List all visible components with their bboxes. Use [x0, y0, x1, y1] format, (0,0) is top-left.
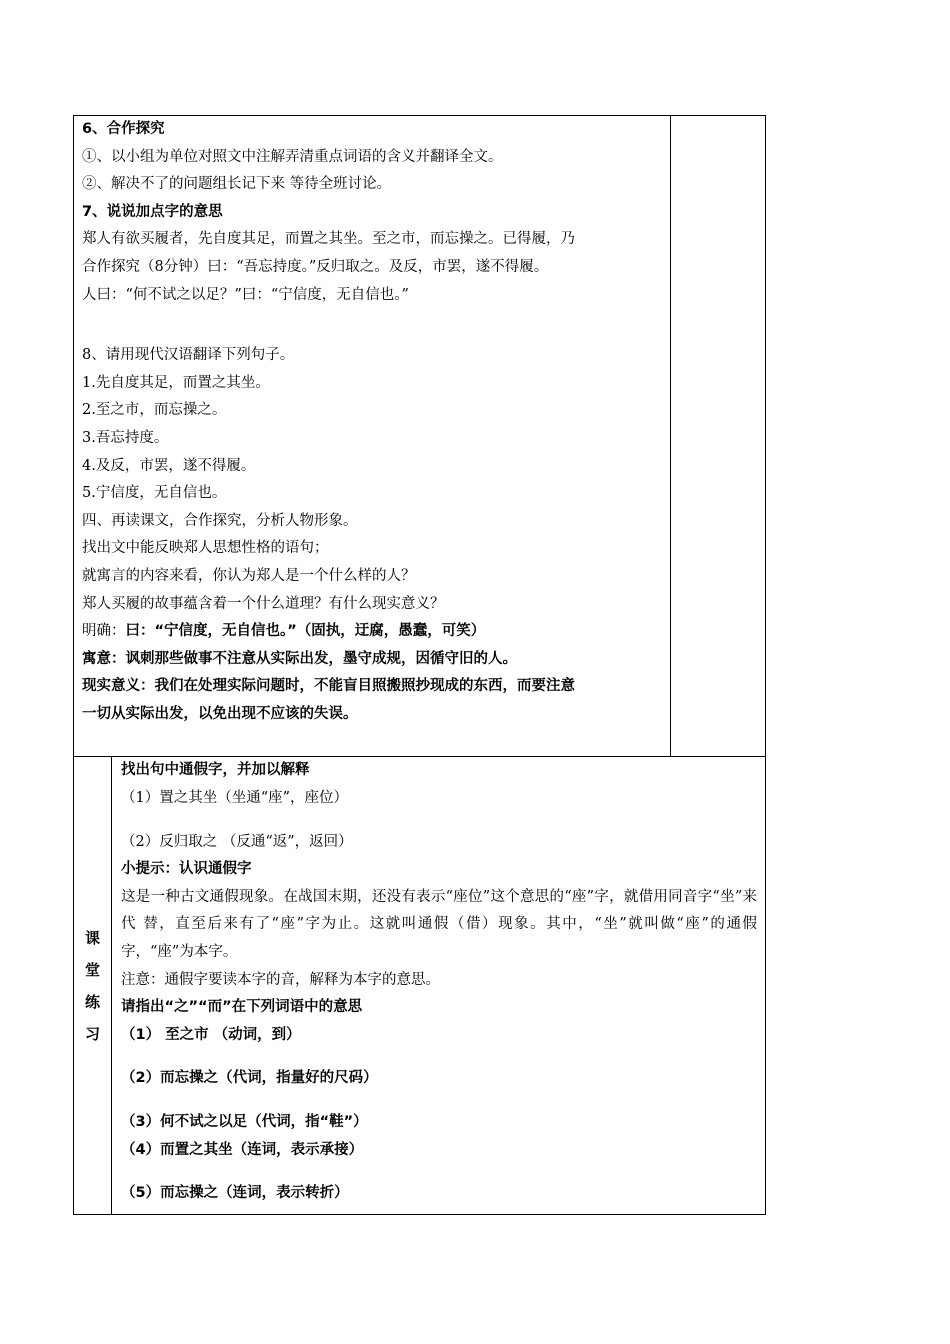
question-line: 找出文中能反映郑人思想性格的语句；: [82, 540, 329, 557]
content-cell-2: [112, 757, 766, 1214]
tip-paragraph: 这是一种古文通假现象。在战国末期，还没有表示“座位”这个意思的“座”字，就借用同音字“坐”来代 替，直至后来有了“座”字为止。这就叫通假（借）现象。其中，“坐”就叫做“座”的通假字，“座”为本字。: [121, 888, 757, 961]
lesson-table: [73, 115, 766, 1215]
heading-7: 7、说说加点字的意思: [82, 203, 223, 220]
practice-heading-1: 找出句中通假字，并加以解释: [121, 762, 310, 779]
meaning-item-1: （1） 至之市 （动词，到）: [121, 1026, 301, 1043]
row-cooperative-inquiry: [74, 116, 766, 757]
meaning-item-3: （3）何不试之以足（代词，指“鞋”）: [121, 1114, 368, 1130]
meaning-item-2: （2）而忘操之（代词，指量好的尺码）: [121, 1070, 378, 1087]
significance-line: 一切从实际出发，以免出现不应该的失误。: [82, 705, 358, 722]
answer-text: 曰：“宁信度，无自信也。”（固执，迂腐，愚蠢，可笑）: [125, 623, 486, 640]
content-cell-1: [74, 116, 671, 757]
practice-heading-2: 请指出“之”“而”在下列词语中的意思: [121, 999, 363, 1016]
practice-item: （2）反归取之 （反通“返”，返回）: [121, 833, 353, 850]
sentence-5: 5.宁信度，无自信也。: [82, 485, 227, 502]
row-class-practice: [74, 757, 766, 1214]
answer-line: [82, 618, 664, 646]
meaning-item-5: （5）而忘操之（连词，表示转折）: [121, 1185, 349, 1202]
practice-item: （1）置之其坐（坐通“座”，座位）: [121, 790, 349, 807]
passage-line: 合作探究（8分钟）曰：“吾忘持度。”反归取之。及反，市罢，遂不得履。: [82, 258, 549, 275]
tip-heading: 小提示：认识通假字: [121, 861, 252, 878]
passage-line: 郑人有欲买履者，先自度其足，而置之其坐。至之市，而忘操之。已得履，乃: [82, 231, 575, 248]
sentence-1: 1.先自度其足，而置之其坐。: [82, 374, 270, 391]
sentence-3: 3.吾忘持度。: [82, 429, 169, 446]
significance-line: 现实意义：我们在处理实际问题时，不能盲目照搬照抄现成的东西，而要注意: [82, 678, 575, 695]
text-line: ②、解决不了的问题组长记下来 等待全班讨论。: [82, 176, 392, 193]
sentence-4: 4.及反，市罢，遂不得履。: [82, 457, 256, 474]
answer-prefix: 明确：: [82, 623, 126, 640]
side-cell: [671, 116, 766, 757]
heading-4: 四、再读课文，合作探究，分析人物形象。: [82, 512, 358, 529]
moral-line: 寓意：讽刺那些做事不注意从实际出发，墨守成规，因循守旧的人。: [82, 650, 517, 667]
heading-6: 6、合作探究: [82, 121, 165, 137]
practice-label: 课 堂 练 习: [84, 928, 100, 1043]
heading-8: 8、请用现代汉语翻译下列句子。: [82, 347, 295, 364]
meaning-item-4: （4）而置之其坐（连词，表示承接）: [121, 1141, 364, 1158]
passage-line: 人曰：“何不试之以足？”曰：“宁信度，无自信也。”: [82, 286, 409, 303]
text-line: ①、以小组为单位对照文中注解弄清重点词语的含义并翻译全文。: [82, 148, 503, 165]
question-line: 就寓言的内容来看，你认为郑人是一个什么样的人？: [82, 567, 416, 584]
tip-note: 注意：通假字要读本字的音，解释为本字的意思。: [121, 971, 440, 988]
question-line: 郑人买履的故事蕴含着一个什么道理？有什么现实意义？: [82, 595, 445, 612]
practice-label-cell: [74, 757, 112, 1214]
sentence-2: 2.至之市，而忘操之。: [82, 402, 227, 419]
